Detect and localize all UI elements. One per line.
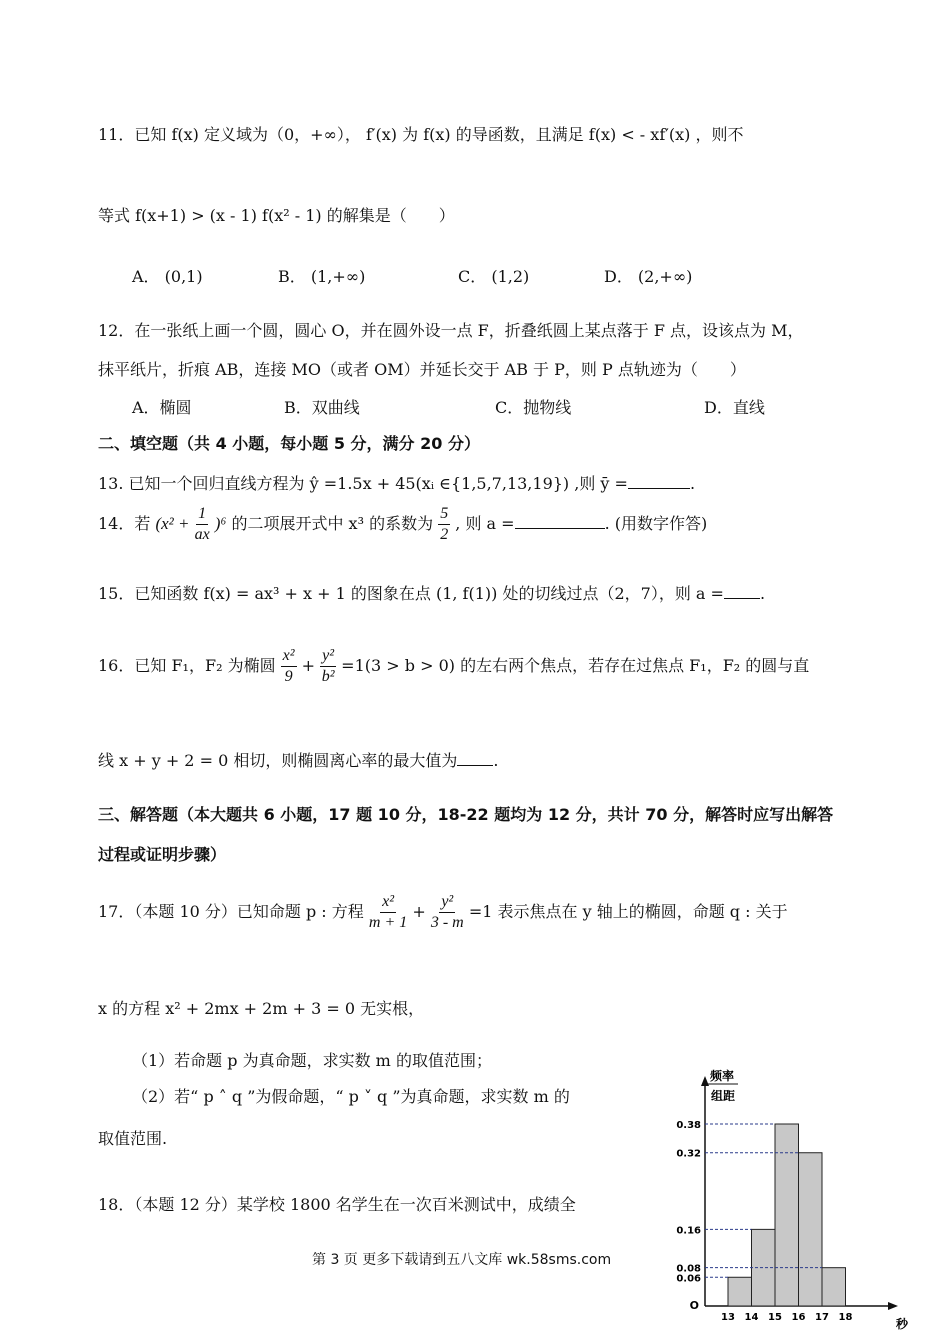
q13-line: 13. 已知一个回归直线方程为 ŷ =1.5x + 45(xᵢ ∈{1,5,7,13,19}) ,则 ȳ = . [98,474,696,493]
y-tick-0.38: 0.38 [676,1120,701,1131]
x-tick-14: 14 [744,1312,759,1323]
q12-option-c: C．抛物线 [495,398,572,417]
q14-coef-num: 5 [438,504,450,525]
q12-option-d: D．直线 [704,398,765,417]
y-tick-0.16: 0.16 [676,1225,701,1237]
q16-fraction-x [281,646,297,687]
section2-heading: 二、填空题（共 4 小题，每小题 5 分，满分 20 分） [98,434,480,453]
histogram-bar-16-17 [799,1153,823,1306]
q15-line: 15．已知函数 f(x) = ax³ + x + 1 的图象在点 (1, f(1)) 处的切线过点（2，7），则 a = . [98,584,766,603]
q15-text: 15．已知函数 f(x) = ax³ + x + 1 的图象在点 (1, f(1)) 处的切线过点（2，7），则 a = [98,584,724,603]
y-tick-0.32: 0.32 [676,1148,701,1160]
q13-text: 13. 已知一个回归直线方程为 ŷ =1.5x + 45(xᵢ ∈{1,5,7,13,19}) ,则 ȳ = [98,474,628,493]
q16-line2 [98,748,498,771]
q17-sub2: （2）若“ p ˄ q ”为假命题，“ p ˅ q ”为真命题，求实数 m 的 [132,1087,570,1106]
q11-option-c: C． (1,2) [458,267,530,286]
q17-f1-den: m + 1 [368,914,408,931]
q17-sub1: （1）若命题 p 为真命题，求实数 m 的取值范围； [132,1051,492,1070]
q16-answer-blank[interactable] [457,765,493,766]
y-tick-0.08: 0.08 [676,1263,701,1275]
q14-tail: . (用数字作答) [604,514,708,533]
q17-line1 [98,882,788,942]
q17-plus: + [412,902,426,921]
x-axis-arrow [888,1302,898,1310]
q17-fraction-x [369,892,407,933]
q14-pre: 14．若 [98,514,151,533]
x-tick-15: 15 [768,1312,782,1323]
q17-sub2-continued: 取值范围. [98,1129,168,1148]
origin-label: O [689,1299,699,1312]
q17-f2-den: 3 - m [430,914,464,931]
q16-pre: 16．已知 F₁，F₂ 为椭圆 [98,656,276,675]
q14-expr-a: (x² + [155,514,190,533]
q14-coef-den: 2 [440,526,449,543]
q16-f1-den: 9 [284,668,293,685]
q17-f2-num: y² [439,892,455,913]
section3-heading-line2: 过程或证明步骤） [98,845,227,864]
q11-option-b: B． (1,+∞) [278,267,366,286]
x-tick-18: 18 [838,1312,853,1323]
q12-option-a: A．椭圆 [132,398,192,417]
y-label-top: 频率 [709,1069,735,1083]
page-footer: 第 3 页 更多下载请到五八文库 wk.58sms.com [312,1252,612,1268]
y-label-bottom: 组距 [710,1089,736,1103]
q16-line1 [98,636,809,696]
q14-fraction [195,504,210,545]
q16-mid: =1(3 > b > 0) 的左右两个焦点，若存在过焦点 F₁，F₂ 的圆与直 [341,656,810,675]
y-axis-arrow [701,1076,709,1086]
q18-line1: 18．（本题 12 分）某学校 1800 名学生在一次百米测试中，成绩全 [98,1195,576,1214]
q16-fraction-y [320,646,336,687]
q17-f1-num: x² [380,892,396,913]
q14-expr-b: )⁶ [214,514,227,533]
q14-frac-den: ax [194,526,210,543]
y-tick-0.06: 0.06 [676,1273,701,1285]
histogram-bar-13-14 [728,1277,752,1306]
q14-answer-blank[interactable] [515,528,605,529]
x-tick-13: 13 [721,1312,735,1323]
q16-f2-den: b² [321,668,335,685]
section3-heading-line1: 三、解答题（本大题共 6 小题，17 题 10 分，18-22 题均为 12 分，共计 70 分，解答时应写出解答 [98,805,834,824]
q16-f1-num: x² [281,646,297,667]
histogram-bar-17-18 [822,1268,846,1306]
q12-line1: 12．在一张纸上画一个圆，圆心 O，并在圆外设一点 F，折叠纸圆上某点落于 F 点，设该点为 M， [98,321,804,340]
q14-mid: 的二项展开式中 x³ 的系数为 [231,514,434,533]
x-tick-16: 16 [791,1312,806,1323]
frequency-histogram [660,1062,920,1334]
q16-plus: + [301,656,316,675]
x-label: 秒 [895,1317,909,1331]
q16-f2-num: y² [320,646,336,667]
x-tick-17: 17 [815,1312,829,1323]
q14-frac-num: 1 [196,504,208,525]
q17-line2: x 的方程 x² + 2mx + 2m + 3 = 0 无实根， [98,999,425,1018]
q17-fraction-y [431,892,464,933]
q14-post: , 则 a = [455,514,515,533]
q17-pre: 17．（本题 10 分）已知命题 p : 方程 [98,902,364,921]
q12-option-b: B．双曲线 [284,398,360,417]
q14-line [98,502,707,546]
q11-option-a: A． (0,1) [132,267,203,286]
q12-line2: 抹平纸片，折痕 AB，连接 MO（或者 OM）并延长交于 AB 于 P，则 P 点轨迹为（ ） [98,360,746,379]
q16-line2-pre: 线 x + y + 2 = 0 相切，则椭圆离心率的最大值为 [98,751,458,770]
q14-coef-fraction [438,504,450,545]
q16-line2-post: . [493,751,499,770]
histogram-bar-15-16 [775,1124,799,1306]
q11-line2: 等式 f(x+1) > (x - 1) f(x² - 1) 的解集是（ ） [98,206,455,225]
q13-answer-blank[interactable] [628,488,690,489]
q11-option-d: D． (2,+∞) [604,267,693,286]
q11-line1: 11．已知 f(x) 定义域为（0，+∞）， f′(x) 为 f(x) 的导函数，且满足 f(x) < - xf′(x) ，则不 [98,125,744,144]
q17-post: =1 表示焦点在 y 轴上的椭圆，命题 q : 关于 [468,902,788,921]
q15-answer-blank[interactable] [724,598,760,599]
